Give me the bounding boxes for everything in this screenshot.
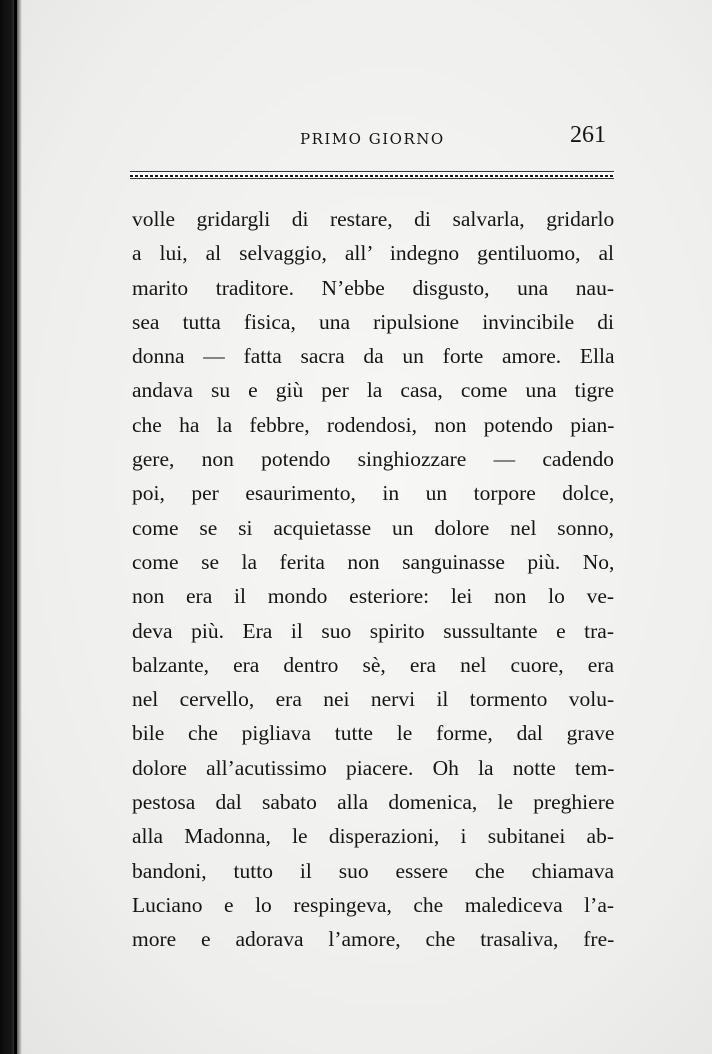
- page-number: 261: [570, 122, 606, 148]
- text-line: dolore all’acutissimo piacere. Oh la notte tem-: [132, 755, 615, 780]
- text-line: balzante, era dentro sè, era nel cuore, era: [132, 652, 614, 677]
- text-line: andava su e giù per la casa, come una tigre: [132, 378, 614, 403]
- text-line: gere, non potendo singhiozzare — cadendo: [132, 447, 614, 472]
- text-line: deva più. Era il suo spirito sussultante e tra-: [132, 618, 614, 643]
- text-line: che ha la febbre, rodendosi, non potendo pian-: [132, 412, 615, 437]
- text-line: bile che pigliava tutte le forme, dal grave: [132, 721, 615, 746]
- text-line: volle gridargli di restare, di salvarla, gridarlo: [132, 207, 615, 231]
- text-line: come se la ferita non sanguinasse più. No,: [132, 549, 615, 574]
- text-line: bandoni, tutto il suo essere che chiamava: [132, 858, 614, 883]
- text-line: come se si acquietasse un dolore nel sonno,: [132, 515, 614, 540]
- binding-edge-line: [14, 0, 17, 1054]
- text-line: donna — fatta sacra da un forte amore. Ella: [132, 344, 615, 369]
- text-line: alla Madonna, le disperazioni, i subitanei ab-: [132, 824, 614, 849]
- text-line: more e adorava l’amore, che trasaliva, fre-: [132, 927, 615, 952]
- text-line: poi, per esaurimento, in un torpore dolce,: [132, 481, 615, 506]
- running-title: PRIMO GIORNO: [300, 130, 445, 148]
- ornamental-rule: [130, 171, 614, 179]
- text-line: a lui, al selvaggio, all’ indegno gentiluomo, al: [132, 241, 614, 266]
- text-line: marito traditore. N’ebbe disgusto, una nau-: [132, 275, 614, 300]
- text-line: sea tutta fisica, una ripulsione invincibile di: [132, 309, 614, 334]
- text-line: nel cervello, era nei nervi il tormento volu-: [132, 687, 615, 712]
- text-line: non era il mondo esteriore: lei non lo ve-: [132, 584, 615, 609]
- text-line: pestosa dal sabato alla domenica, le preghiere: [132, 790, 615, 815]
- text-line: Luciano e lo respingeva, che malediceva l’a-: [132, 892, 615, 917]
- body-text: [132, 202, 614, 957]
- binding-shadow: [0, 0, 22, 1054]
